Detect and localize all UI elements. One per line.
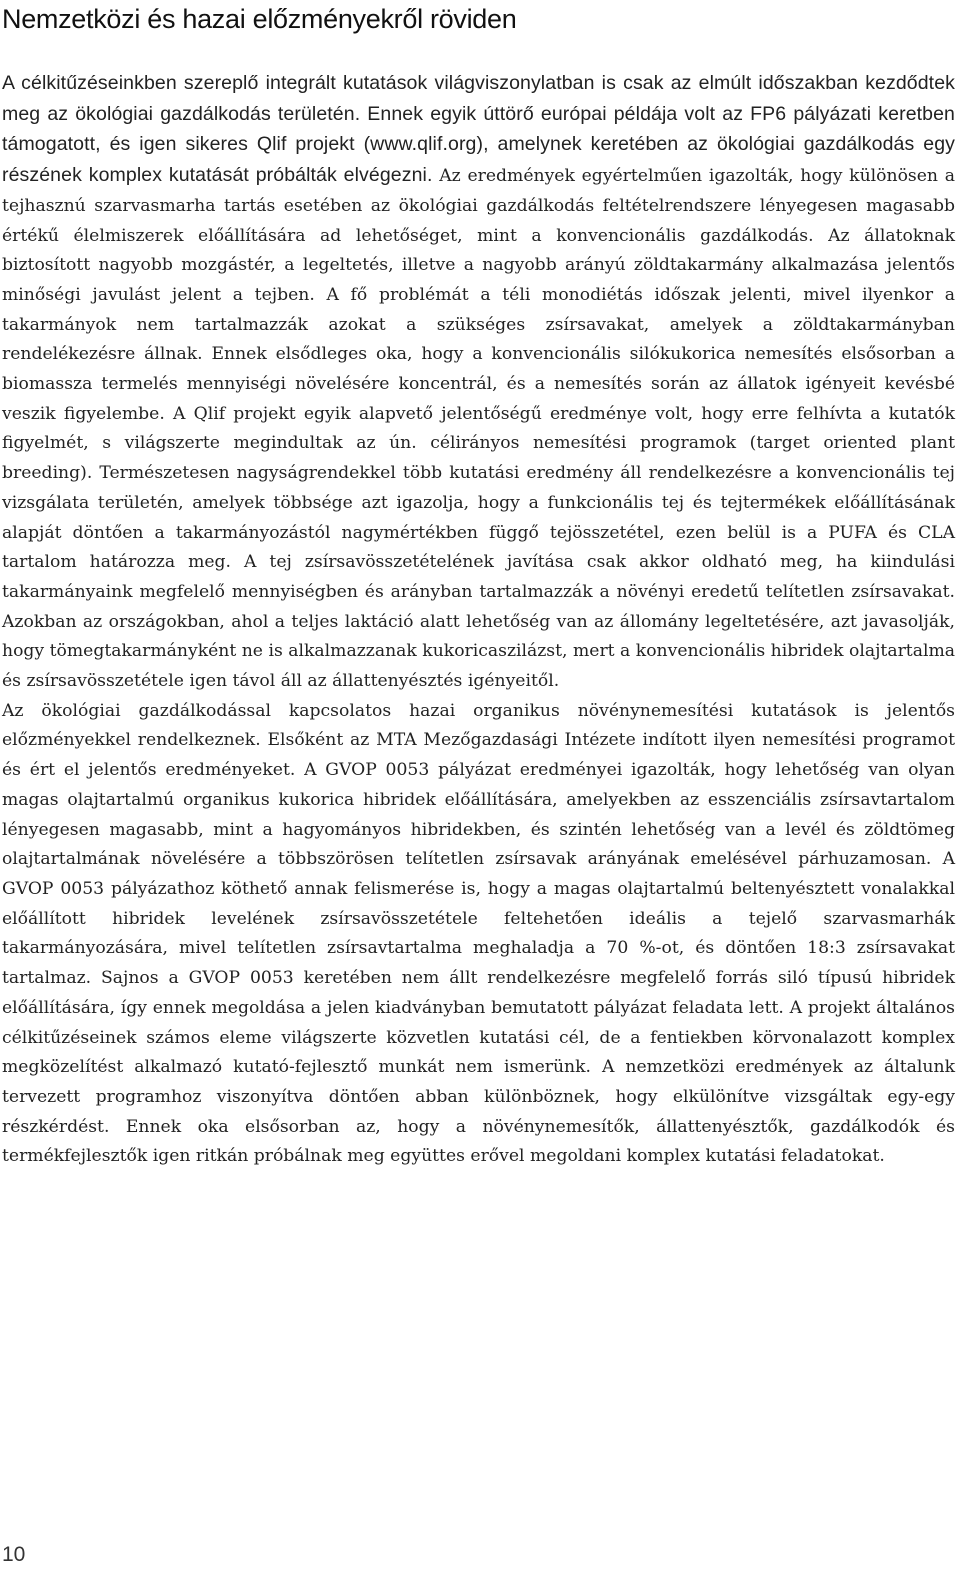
page-title: Nemzetközi és hazai előzményekről röviden	[2, 4, 517, 34]
paragraph-1-text: Az eredmények egyértelműen igazolták, hogy különösen a tejhasznú szarvasmarha tartás esetében az ökológiai gazdálkodás feltételrendszere lényegesen magasabb értékű élelmiszerek előállítására ad lehetőséget, mint a konvencionális gazdálkodás. Az állatoknak biztosított nagyobb mozgástér, a legeltetés, illetve a nagyobb arányú zöldtakarmány alkalmazása jelentős minőségi javulást jelent a tejben. A fő problémát a téli monodiétás időszak jelenti, mivel ilyenkor a takarmányok nem tartalmazzák azokat a szükséges zsírsavakat, amelyek a zöldtakarmányban rendelékezésre állnak. Ennek elsődleges oka, hogy a konvencionális silókukorica nemesítés elsősorban a biomassza termelés mennyiségi növelésére koncentrál, és a nemesítés során az állatok igényeit kevésbé veszik figyelembe. A Qlif projekt egyik alapvető jelentőségű eredménye volt, hogy erre felhívta a kutatók figyelmét, s világszerte megindultak az ún. célirányos nemesítési programok (target oriented plant breeding). Természetesen nagyságrendekkel több kutatási eredmény áll rendelkezésre a konvencionális tej vizsgálata területén, amelyek többsége azt igazolja, hogy a funkcionális tej és tejtermékek előállításának alapját döntően a takarmányozástól nagymértékben függő tejösszetétel, ezen belül is a PUFA és CLA tartalom határozza meg. A tej zsírsavösszetételének javítása csak akkor oldható meg, ha kiindulási takarmányaink megfelelő mennyiségben és arányban tartalmazzák a növényi eredetű telítetlen zsírsavakat. Azokban az országokban, ahol a teljes laktáció alatt lehetőség van az állomány legeltetésére, azt javasolják, hogy tömegtakarmányként ne is alkalmazzanak kukoricaszilázst, mert a konvencionális hibridek olajtartalma és zsírsavösszetétele igen távol áll az állattenyésztés igényeitől.	[2, 166, 955, 692]
page-number: 10	[2, 1543, 26, 1566]
body-text	[2, 69, 955, 1172]
paragraph-1-sans-lead: A célkitűzéseinkben szereplő integrált kutatások világviszonylatban is csak az elmúlt időszakban kezdődtek meg az ökológiai gazdálkodás területén. Ennek egyik úttörő európai példája volt az FP6 pályázati keretben támogatott, és igen sikeres Qlif projekt (www.qlif.org), amelynek keretében az ökológiai gazdálkodás egy részének komplex kutatását próbálták elvégezni.	[2, 72, 955, 187]
paragraph-1	[2, 69, 955, 697]
paragraph-2: Az ökológiai gazdálkodással kapcsolatos hazai organikus növénynemesítési kutatások is jelentős előzményekkel rendelkeznek. Elsőként az MTA Mezőgazdasági Intézete indított ilyen nemesítési programot és ért el jelentős eredményeket. A GVOP 0053 pályázat eredményei igazolták, hogy lehetőség van olyan magas olajtartalmú organikus kukorica hibridek előállítására, amelyekben az esszenciális zsírsavtartalom lényegesen magasabb, mint a hagyományos hibridekben, és szintén lehetőség van a levél és zöldtömeg olajtartalmának növelésére a többszörösen telítetlen zsírsavak arányának emelésével párhuzamosan. A GVOP 0053 pályázathoz köthető annak felismerése is, hogy a magas olajtartalmú beltenyésztett vonalakkal előállított hibridek levelének zsírsavösszetétele feltehetően ideális a tejelő szarvasmarhák takarmányozására, mivel telítetlen zsírsavtartalma meghaladja a 70 %-ot, és döntően 18:3 zsírsavakat tartalmaz. Sajnos a GVOP 0053 keretében nem állt rendelkezésre megfelelő forrás siló típusú hibridek előállítására, így ennek megoldása a jelen kiadványban bemutatott pályázat feladata lett. A projekt általános célkitűzéseinek számos eleme világszerte közvetlen kutatási cél, de a fentiekben körvonalazott komplex megközelítést alkalmazó kutató-fejlesztő munkát nem ismerünk. A nemzetközi eredmények az általunk tervezett programhoz viszonyítva döntően abban különböznek, hogy elkülönítve vizsgáltak egy-egy részkérdést. Ennek oka elsősorban az, hogy a növénynemesítők, állattenyésztők, gazdálkodók és termékfejlesztők igen ritkán próbálnak meg együttes erővel megoldani komplex kutatási feladatokat.	[2, 700, 955, 1167]
